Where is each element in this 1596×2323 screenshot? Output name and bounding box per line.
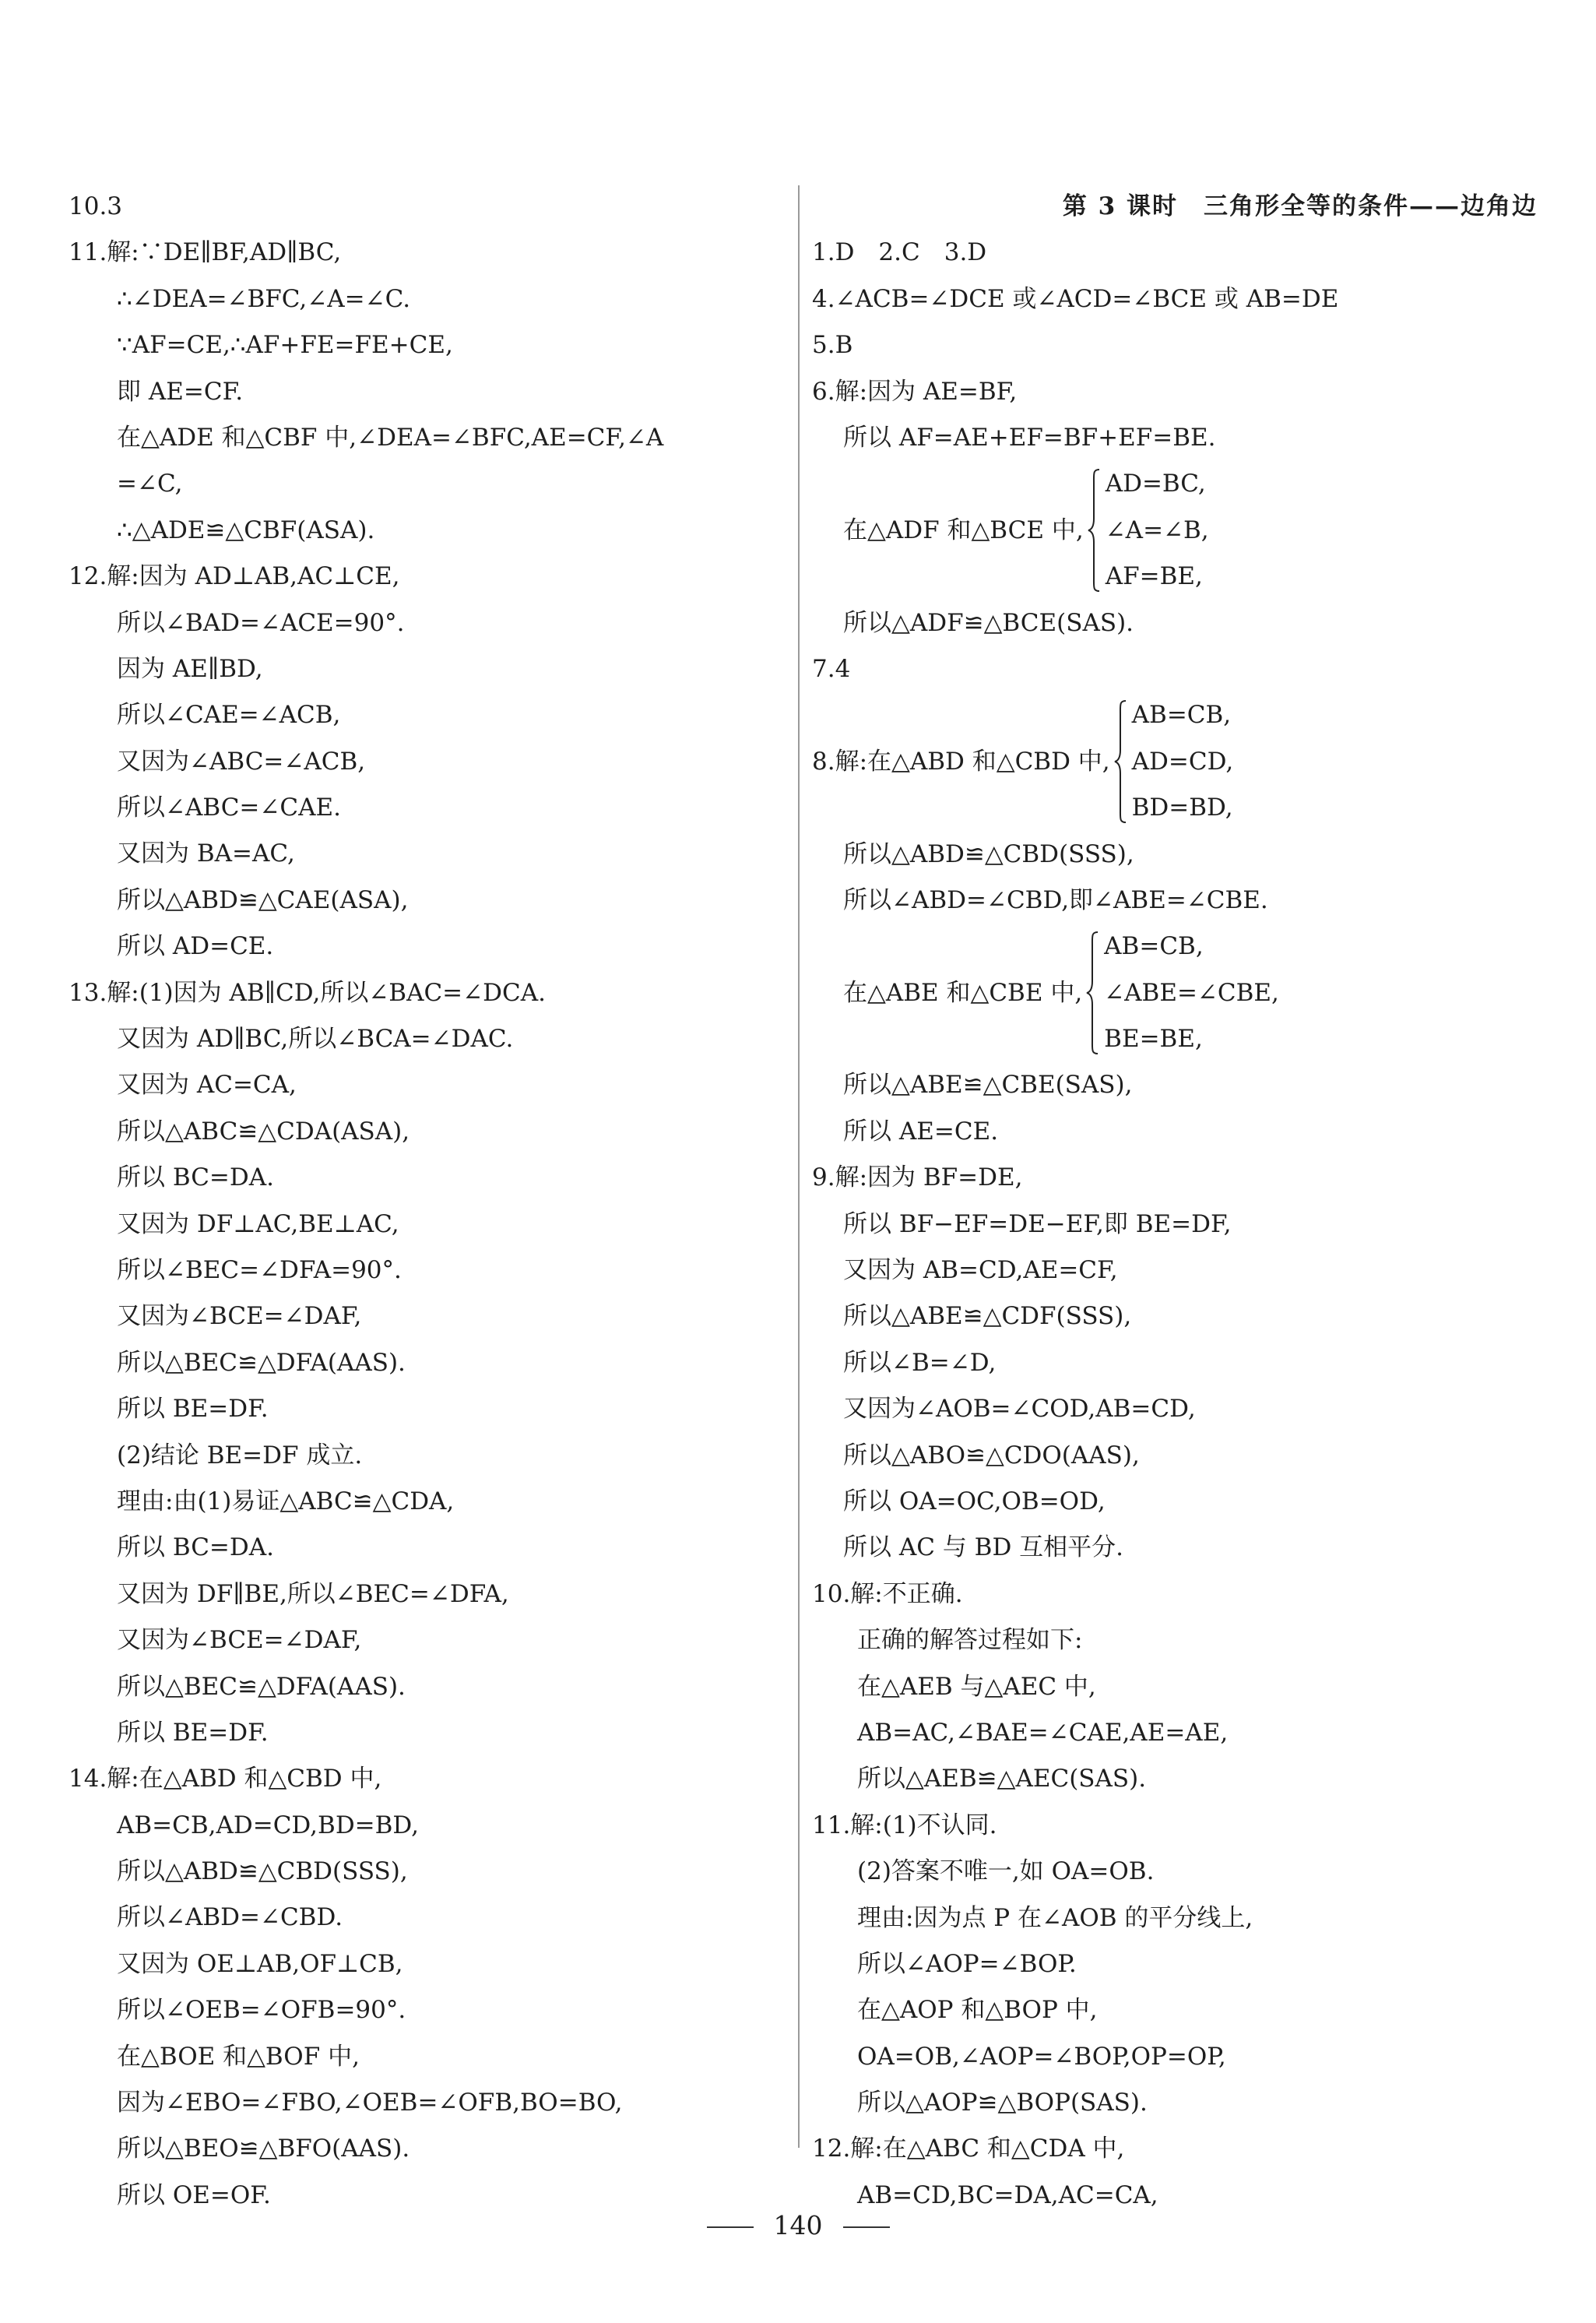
answer-line: 所以△ABE≌△CDF(SSS),	[843, 1302, 1132, 1331]
answer-line: 所以 BE=DF.	[117, 1718, 269, 1747]
column-divider	[798, 185, 800, 2148]
answer-line: 所以 AE=CE.	[843, 1117, 999, 1146]
equation-system	[812, 692, 1544, 831]
answer-line: ∵AF=CE,∴AF+FE=FE+CE,	[117, 331, 453, 360]
answer-line: 1.D 2.C 3.D	[812, 238, 987, 267]
left-brace-icon	[1113, 699, 1127, 825]
answer-line: 11.解:(1)不认同.	[812, 1811, 997, 1839]
answer-line: 又因为∠ABC=∠ACB,	[117, 747, 366, 776]
answer-line: 因为 AE∥BD,	[117, 654, 263, 683]
left-brace-icon	[1087, 467, 1101, 593]
answer-line: 所以∠BAD=∠ACE=90°.	[117, 608, 405, 637]
answer-line: 所以 AC 与 BD 互相平分.	[843, 1533, 1124, 1562]
answer-line: 在△BOE 和△BOF 中,	[117, 2042, 360, 2071]
footer-dash-right	[843, 2226, 890, 2228]
left-brace-icon	[1085, 930, 1099, 1056]
answer-line: 10.3	[69, 192, 123, 220]
answer-line: 在△AOP 和△BOP 中,	[857, 1996, 1098, 2025]
right-column	[812, 184, 1544, 2219]
answer-line: ∴∠DEA=∠BFC,∠A=∠C.	[117, 284, 411, 313]
answer-line: OA=OB,∠AOP=∠BOP,OP=OP,	[857, 2042, 1226, 2071]
answer-line: 在△ADE 和△CBF 中,∠DEA=∠BFC,AE=CF,∠A	[117, 423, 664, 452]
answer-line: 9.解:因为 BF=DE,	[812, 1163, 1023, 1192]
answer-line: 5.B	[812, 331, 853, 360]
answer-line: 所以△ABO≌△CDO(AAS),	[843, 1441, 1140, 1469]
equation-system	[812, 461, 1544, 600]
answer-line: 所以∠ABD=∠CBD,即∠ABE=∠CBE.	[843, 885, 1268, 914]
left-column	[69, 184, 793, 2219]
answer-line: 又因为 OE⊥AB,OF⊥CB,	[117, 1949, 403, 1978]
system-row: AD=CD,	[1131, 747, 1234, 776]
answer-line: 即 AE=CF.	[117, 377, 244, 406]
answer-line: 又因为 AD∥BC,所以∠BCA=∠DAC.	[117, 1025, 514, 1054]
answer-line: 所以 OE=OF.	[117, 2180, 271, 2209]
system-lead: 8.解:在△ABD 和△CBD 中,	[812, 747, 1110, 776]
answer-line: 所以∠B=∠D,	[843, 1348, 997, 1377]
answer-line: 又因为∠BCE=∠DAF,	[117, 1302, 362, 1331]
answer-line: 所以∠ABC=∠CAE.	[117, 794, 341, 822]
answer-line: 所以△ABD≌△CAE(ASA),	[117, 885, 409, 914]
answer-line: 所以∠CAE=∠ACB,	[117, 701, 341, 730]
answer-line: 所以△BEC≌△DFA(AAS).	[117, 1672, 406, 1701]
answer-line: 所以△ABC≌△CDA(ASA),	[117, 1117, 410, 1146]
answer-line: 7.4	[812, 654, 851, 683]
answer-line: 又因为 AB=CD,AE=CF,	[843, 1256, 1118, 1285]
answer-line: =∠C,	[117, 470, 183, 498]
answer-line: 所以 AD=CE.	[117, 932, 274, 961]
answer-line: 所以 BE=DF.	[117, 1395, 269, 1424]
answer-line: 所以∠BEC=∠DFA=90°.	[117, 1255, 402, 1284]
answer-line: 所以∠OEB=∠OFB=90°.	[117, 1996, 406, 2025]
system-row: AB=CB,	[1131, 701, 1232, 730]
footer-dash-left	[707, 2226, 754, 2228]
answer-line: 所以△ABD≌△CBD(SSS),	[117, 1857, 408, 1886]
answer-line: 所以 OA=OC,OB=OD,	[843, 1487, 1106, 1515]
answer-line: 所以△ADF≌△BCE(SAS).	[843, 608, 1134, 637]
answer-line: 所以△BEC≌△DFA(AAS).	[117, 1348, 406, 1377]
answer-line: 又因为 AC=CA,	[117, 1071, 297, 1100]
answer-line: 13.解:(1)因为 AB∥CD,所以∠BAC=∠DCA.	[69, 978, 546, 1007]
answer-line: 4.∠ACB=∠DCE 或∠ACD=∠BCE 或 AB=DE	[812, 284, 1339, 313]
answer-line: 所以△AEB≌△AEC(SAS).	[857, 1765, 1147, 1793]
answer-line: 所以∠ABD=∠CBD.	[117, 1903, 343, 1932]
system-row: AB=CB,	[1104, 932, 1204, 961]
answer-line: (2)答案不唯一,如 OA=OB.	[857, 1857, 1155, 1886]
system-row: ∠A=∠B,	[1105, 516, 1209, 544]
answer-line: 因为∠EBO=∠FBO,∠OEB=∠OFB,BO=BO,	[117, 2089, 623, 2117]
system-row: ∠ABE=∠CBE,	[1104, 978, 1279, 1007]
answer-line: 所以 BF−EF=DE−EF,即 BE=DF,	[843, 1209, 1232, 1238]
system-lead: 在△ADF 和△BCE 中,	[843, 516, 1084, 544]
answer-line: 又因为 BA=AC,	[117, 839, 295, 868]
answer-line: 6.解:因为 AE=BF,	[812, 377, 1018, 406]
answer-line: 10.解:不正确.	[812, 1579, 963, 1608]
answer-line: 理由:由(1)易证△ABC≌△CDA,	[117, 1487, 455, 1515]
answer-line: 理由:因为点 P 在∠AOB 的平分线上,	[857, 1903, 1253, 1932]
answer-line: 所以△BEO≌△BFO(AAS).	[117, 2135, 410, 2163]
system-row: BE=BE,	[1104, 1025, 1203, 1054]
answer-line: ∴△ADE≌△CBF(ASA).	[117, 516, 375, 544]
right-tail-lines	[812, 1062, 1544, 2219]
answer-line: 所以 BC=DA.	[117, 1163, 274, 1192]
answer-line: 所以△ABE≌△CBE(SAS),	[843, 1071, 1133, 1100]
answer-line: 12.解:在△ABC 和△CDA 中,	[812, 2135, 1125, 2163]
answer-line: 11.解:∵DE∥BF,AD∥BC,	[69, 238, 342, 267]
answer-line: 又因为∠AOB=∠COD,AB=CD,	[843, 1395, 1196, 1424]
system-row: BD=BD,	[1131, 794, 1233, 822]
answer-line: 在△AEB 与△AEC 中,	[857, 1672, 1096, 1701]
answer-line: 所以 BC=DA.	[117, 1533, 274, 1562]
equation-system	[812, 924, 1544, 1062]
answer-line: 所以 AF=AE+EF=BF+EF=BE.	[843, 423, 1216, 452]
answer-line: AB=CD,BC=DA,AC=CA,	[857, 2180, 1158, 2209]
answer-line: (2)结论 BE=DF 成立.	[117, 1441, 363, 1469]
section-title: 第 3 课时 三角形全等的条件——边角边	[1062, 192, 1538, 220]
system-lead: 在△ABE 和△CBE 中,	[843, 978, 1083, 1007]
answer-line: 所以∠AOP=∠BOP.	[857, 1949, 1077, 1978]
answer-line: 又因为 DF∥BE,所以∠BEC=∠DFA,	[117, 1579, 509, 1608]
system-row: AF=BE,	[1105, 562, 1203, 591]
page-number-footer	[0, 2210, 1596, 2240]
answer-line: 所以△AOP≌△BOP(SAS).	[857, 2089, 1148, 2117]
answer-line: 所以△ABD≌△CBD(SSS),	[843, 839, 1134, 868]
page-number: 140	[773, 2210, 823, 2240]
answer-line: 又因为 DF⊥AC,BE⊥AC,	[117, 1209, 399, 1238]
answer-line: AB=AC,∠BAE=∠CAE,AE=AE,	[857, 1718, 1229, 1747]
system-row: AD=BC,	[1105, 470, 1206, 498]
answer-line: AB=CB,AD=CD,BD=BD,	[117, 1811, 420, 1839]
answer-line: 正确的解答过程如下:	[857, 1626, 1083, 1655]
answer-line: 又因为∠BCE=∠DAF,	[117, 1626, 362, 1655]
answer-line: 14.解:在△ABD 和△CBD 中,	[69, 1765, 382, 1793]
answer-line: 12.解:因为 AD⊥AB,AC⊥CE,	[69, 562, 400, 591]
